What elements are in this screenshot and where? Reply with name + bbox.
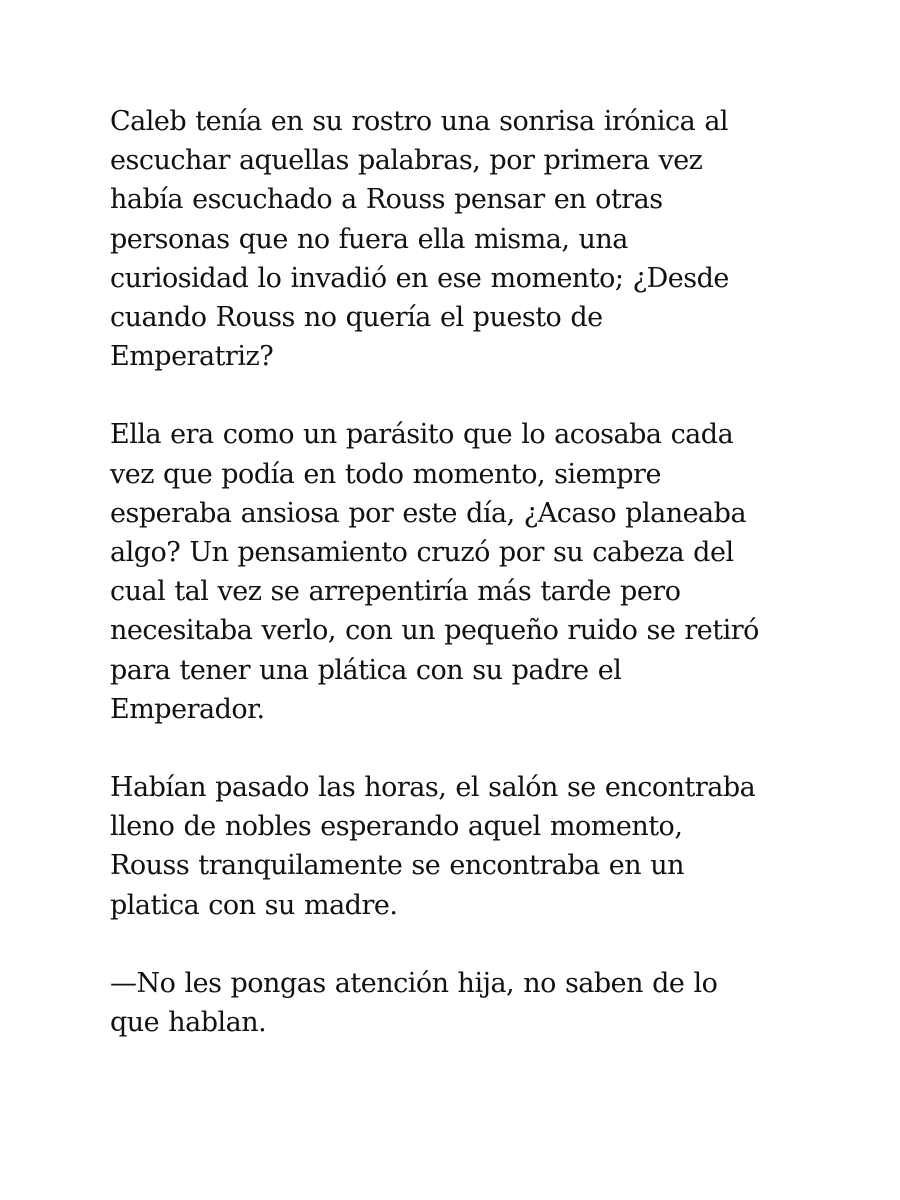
text-line: lleno de nobles esperando aquel momento, — [110, 811, 683, 843]
text-line: platica con su madre. — [110, 889, 398, 921]
text-line: Emperatriz? — [110, 341, 274, 373]
text-line: cuando Rouss no quería el puesto de — [110, 302, 603, 334]
paragraph-3 — [110, 768, 800, 925]
text-line: algo? Un pensamiento cruzó por su cabeza del — [110, 537, 734, 569]
paragraph-4 — [110, 964, 800, 1042]
text-line: necesitaba verlo, con un pequeño ruido se retiró — [110, 615, 759, 647]
text-line: personas que no fuera ella misma, una — [110, 223, 628, 255]
text-line: que hablan. — [110, 1007, 267, 1039]
text-line: curiosidad lo invadió en ese momento; ¿Desde — [110, 262, 729, 294]
text-line: Habían pasado las horas, el salón se encontraba — [110, 772, 756, 804]
paragraph-2 — [110, 415, 800, 729]
text-line: escuchar aquellas palabras, por primera vez — [110, 145, 703, 177]
text-line: para tener una plática con su padre el — [110, 654, 622, 686]
text-line: vez que podía en todo momento, siempre — [110, 458, 661, 490]
text-line: Caleb tenía en su rostro una sonrisa irónica al — [110, 106, 729, 137]
text-line: había escuchado a Rouss pensar en otras — [110, 184, 663, 216]
text-line: cual tal vez se arrepentiría más tarde pero — [110, 576, 681, 608]
paragraph-1 — [110, 102, 800, 376]
text-line: Emperador. — [110, 693, 265, 725]
text-line: Ella era como un parásito que lo acosaba cada — [110, 419, 734, 451]
story-text — [110, 102, 800, 1081]
text-line: —No les pongas atención hija, no saben de lo — [110, 967, 718, 999]
text-line: esperaba ansiosa por este día, ¿Acaso planeaba — [110, 497, 747, 529]
text-line: Rouss tranquilamente se encontraba en un — [110, 850, 685, 882]
